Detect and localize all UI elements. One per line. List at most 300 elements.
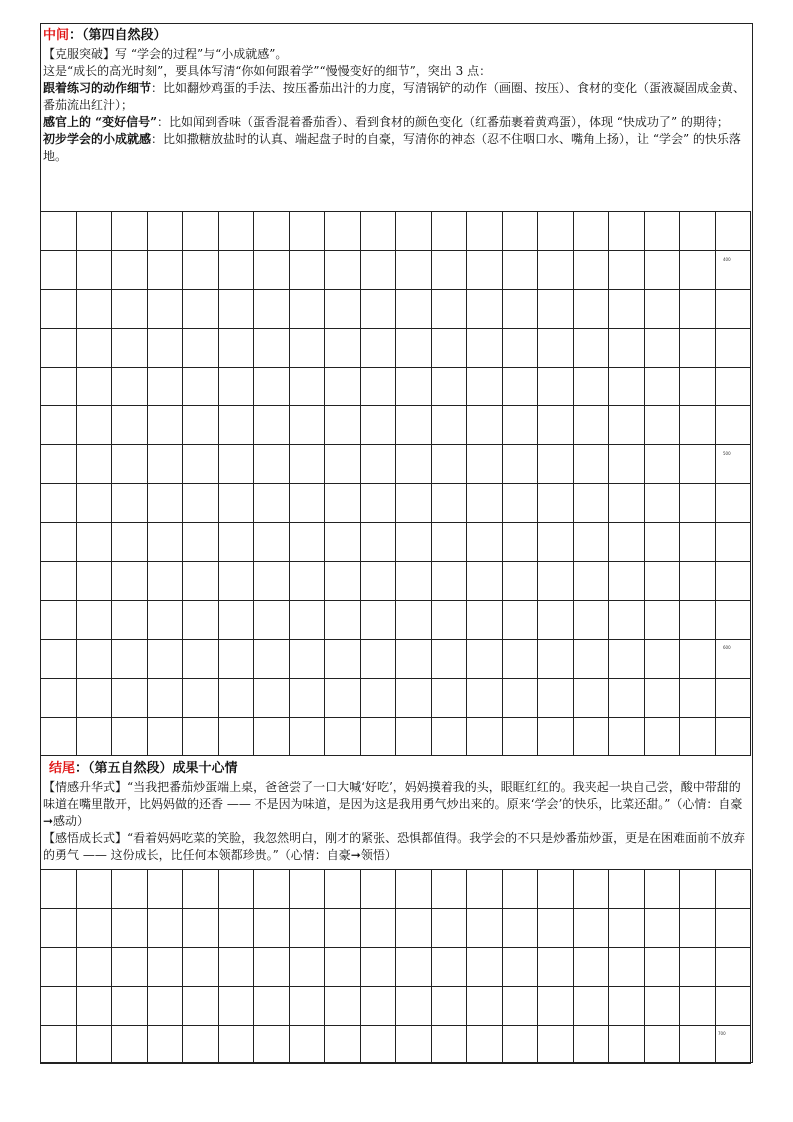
writing-square[interactable] [396, 212, 432, 251]
writing-square[interactable] [360, 639, 396, 678]
writing-square[interactable] [680, 367, 716, 406]
writing-square[interactable] [360, 250, 396, 289]
writing-square[interactable] [325, 367, 361, 406]
writing-square[interactable] [254, 445, 290, 484]
writing-square[interactable] [644, 445, 680, 484]
writing-square[interactable] [218, 212, 254, 251]
writing-square[interactable] [41, 406, 77, 445]
writing-square[interactable] [396, 639, 432, 678]
writing-square[interactable] [431, 562, 467, 601]
writing-square[interactable] [76, 717, 112, 756]
writing-square[interactable] [538, 600, 574, 639]
writing-square[interactable] [112, 717, 148, 756]
writing-square[interactable] [644, 600, 680, 639]
writing-square[interactable] [76, 212, 112, 251]
writing-square[interactable] [680, 328, 716, 367]
writing-square[interactable] [431, 947, 467, 986]
writing-square[interactable] [715, 406, 751, 445]
writing-square[interactable] [112, 678, 148, 717]
writing-square[interactable] [538, 212, 574, 251]
writing-square[interactable] [644, 289, 680, 328]
writing-square[interactable] [325, 484, 361, 523]
writing-square[interactable] [218, 986, 254, 1025]
writing-square[interactable] [147, 445, 183, 484]
writing-square[interactable] [254, 870, 290, 909]
writing-square[interactable] [644, 523, 680, 562]
writing-square[interactable] [254, 289, 290, 328]
writing-square[interactable] [431, 678, 467, 717]
writing-square[interactable] [76, 678, 112, 717]
writing-square[interactable] [183, 639, 219, 678]
writing-square[interactable] [218, 678, 254, 717]
writing-square[interactable] [147, 212, 183, 251]
writing-square[interactable] [183, 678, 219, 717]
writing-square[interactable] [715, 523, 751, 562]
writing-square[interactable] [183, 717, 219, 756]
writing-square[interactable] [254, 250, 290, 289]
writing-square[interactable] [254, 600, 290, 639]
writing-square[interactable] [76, 367, 112, 406]
writing-square[interactable] [502, 947, 538, 986]
writing-square[interactable] [538, 406, 574, 445]
writing-square[interactable] [218, 523, 254, 562]
writing-square[interactable] [502, 562, 538, 601]
writing-square[interactable] [41, 639, 77, 678]
writing-square[interactable] [325, 717, 361, 756]
writing-square[interactable] [644, 1025, 680, 1064]
writing-square[interactable] [609, 639, 645, 678]
writing-square[interactable] [538, 445, 574, 484]
writing-square[interactable] [112, 250, 148, 289]
writing-square[interactable] [254, 523, 290, 562]
writing-square[interactable] [573, 445, 609, 484]
writing-square[interactable] [41, 1025, 77, 1064]
writing-square[interactable] [360, 212, 396, 251]
writing-square[interactable] [680, 870, 716, 909]
writing-square[interactable] [41, 562, 77, 601]
writing-square[interactable] [573, 639, 609, 678]
writing-square[interactable] [76, 328, 112, 367]
writing-square[interactable] [467, 250, 503, 289]
writing-square[interactable] [289, 562, 325, 601]
writing-square[interactable] [147, 562, 183, 601]
writing-square[interactable] [183, 523, 219, 562]
writing-square[interactable] [218, 639, 254, 678]
writing-square[interactable] [573, 562, 609, 601]
writing-square[interactable] [680, 639, 716, 678]
writing-square[interactable] [183, 947, 219, 986]
writing-square[interactable] [183, 445, 219, 484]
writing-square[interactable] [396, 328, 432, 367]
writing-square[interactable] [218, 289, 254, 328]
writing-square[interactable] [502, 600, 538, 639]
writing-square[interactable] [467, 289, 503, 328]
writing-square[interactable] [325, 289, 361, 328]
writing-square[interactable] [41, 678, 77, 717]
writing-square[interactable] [76, 250, 112, 289]
writing-square[interactable] [396, 367, 432, 406]
writing-square[interactable] [431, 445, 467, 484]
writing-square[interactable] [680, 717, 716, 756]
writing-square[interactable] [183, 367, 219, 406]
writing-square[interactable] [76, 484, 112, 523]
writing-square[interactable] [396, 562, 432, 601]
writing-square[interactable] [254, 678, 290, 717]
writing-square[interactable] [147, 367, 183, 406]
writing-square[interactable] [147, 639, 183, 678]
writing-square[interactable] [325, 250, 361, 289]
writing-square[interactable] [183, 328, 219, 367]
writing-square[interactable] [396, 289, 432, 328]
writing-square[interactable] [502, 250, 538, 289]
writing-square[interactable] [112, 562, 148, 601]
writing-square[interactable] [254, 212, 290, 251]
writing-square[interactable] [289, 367, 325, 406]
writing-square[interactable] [467, 947, 503, 986]
writing-square[interactable] [396, 406, 432, 445]
writing-square[interactable] [76, 523, 112, 562]
writing-square[interactable] [502, 986, 538, 1025]
writing-square[interactable] [325, 639, 361, 678]
writing-square[interactable] [147, 600, 183, 639]
writing-square[interactable] [715, 947, 751, 986]
writing-square[interactable] [644, 639, 680, 678]
writing-square[interactable] [360, 367, 396, 406]
writing-square[interactable] [609, 678, 645, 717]
writing-square[interactable] [467, 717, 503, 756]
writing-square[interactable] [715, 600, 751, 639]
writing-square[interactable] [538, 947, 574, 986]
writing-square[interactable] [147, 947, 183, 986]
writing-square[interactable] [538, 250, 574, 289]
writing-square[interactable] [147, 678, 183, 717]
writing-square[interactable] [183, 908, 219, 947]
writing-square[interactable] [183, 484, 219, 523]
writing-square[interactable] [431, 328, 467, 367]
writing-square[interactable] [112, 212, 148, 251]
writing-square[interactable] [289, 445, 325, 484]
writing-square[interactable] [112, 1025, 148, 1064]
writing-square[interactable] [609, 367, 645, 406]
writing-square[interactable] [112, 986, 148, 1025]
writing-square[interactable] [360, 445, 396, 484]
writing-square[interactable] [289, 908, 325, 947]
writing-square[interactable] [254, 328, 290, 367]
writing-square[interactable] [467, 406, 503, 445]
writing-square[interactable] [431, 600, 467, 639]
writing-square[interactable] [254, 717, 290, 756]
writing-square[interactable] [147, 406, 183, 445]
writing-square[interactable] [609, 328, 645, 367]
writing-square[interactable] [183, 406, 219, 445]
writing-square[interactable] [644, 947, 680, 986]
writing-square[interactable] [431, 639, 467, 678]
writing-square[interactable] [715, 562, 751, 601]
writing-square[interactable] [573, 870, 609, 909]
writing-square[interactable] [573, 289, 609, 328]
writing-square[interactable] [325, 1025, 361, 1064]
writing-square[interactable] [396, 250, 432, 289]
writing-square[interactable] [502, 445, 538, 484]
writing-square[interactable] [680, 1025, 716, 1064]
writing-square[interactable] [183, 986, 219, 1025]
writing-square[interactable] [573, 1025, 609, 1064]
writing-square[interactable] [715, 908, 751, 947]
writing-square[interactable] [147, 908, 183, 947]
writing-square[interactable] [715, 870, 751, 909]
writing-square[interactable] [502, 289, 538, 328]
writing-square[interactable] [609, 908, 645, 947]
writing-square[interactable] [289, 212, 325, 251]
writing-square[interactable] [147, 484, 183, 523]
writing-square[interactable] [289, 289, 325, 328]
writing-square[interactable] [254, 986, 290, 1025]
writing-square[interactable] [467, 678, 503, 717]
writing-square[interactable] [76, 1025, 112, 1064]
writing-square[interactable] [538, 870, 574, 909]
writing-square[interactable] [289, 639, 325, 678]
writing-square[interactable] [609, 406, 645, 445]
writing-square[interactable] [538, 328, 574, 367]
writing-square[interactable] [360, 717, 396, 756]
writing-square[interactable] [360, 406, 396, 445]
writing-square[interactable] [396, 484, 432, 523]
writing-square[interactable] [609, 562, 645, 601]
writing-square[interactable] [183, 600, 219, 639]
writing-square[interactable] [360, 908, 396, 947]
writing-square[interactable] [573, 328, 609, 367]
writing-square[interactable] [609, 600, 645, 639]
writing-square[interactable] [325, 406, 361, 445]
writing-square[interactable] [218, 445, 254, 484]
writing-square[interactable] [467, 986, 503, 1025]
writing-square[interactable] [41, 986, 77, 1025]
writing-square[interactable] [360, 562, 396, 601]
writing-square[interactable] [715, 678, 751, 717]
writing-square[interactable] [41, 367, 77, 406]
writing-square[interactable] [573, 600, 609, 639]
writing-square[interactable] [183, 250, 219, 289]
writing-square[interactable] [467, 639, 503, 678]
writing-square[interactable] [112, 523, 148, 562]
writing-square[interactable] [183, 562, 219, 601]
writing-square[interactable] [147, 328, 183, 367]
writing-square[interactable] [538, 562, 574, 601]
writing-square[interactable] [289, 523, 325, 562]
writing-square[interactable] [76, 870, 112, 909]
writing-square[interactable] [147, 523, 183, 562]
writing-square[interactable] [218, 600, 254, 639]
writing-square[interactable] [573, 523, 609, 562]
writing-square[interactable] [147, 1025, 183, 1064]
writing-square[interactable] [467, 1025, 503, 1064]
writing-square[interactable] [396, 717, 432, 756]
writing-square[interactable] [360, 947, 396, 986]
writing-square[interactable] [325, 870, 361, 909]
writing-square[interactable] [360, 986, 396, 1025]
writing-square[interactable] [609, 212, 645, 251]
writing-square[interactable] [644, 328, 680, 367]
writing-square[interactable] [573, 212, 609, 251]
writing-square[interactable] [396, 523, 432, 562]
writing-square[interactable] [325, 328, 361, 367]
writing-square[interactable] [112, 367, 148, 406]
writing-square[interactable] [680, 250, 716, 289]
writing-square[interactable] [538, 1025, 574, 1064]
writing-square[interactable] [289, 947, 325, 986]
writing-square[interactable] [680, 523, 716, 562]
writing-square[interactable] [218, 250, 254, 289]
writing-square[interactable] [396, 678, 432, 717]
writing-square[interactable] [715, 367, 751, 406]
writing-square[interactable] [218, 406, 254, 445]
writing-square[interactable] [644, 250, 680, 289]
writing-square[interactable] [254, 639, 290, 678]
writing-square[interactable] [325, 678, 361, 717]
writing-square[interactable] [360, 289, 396, 328]
writing-square[interactable] [360, 484, 396, 523]
writing-square[interactable] [254, 1025, 290, 1064]
writing-square[interactable] [538, 484, 574, 523]
writing-square[interactable] [644, 870, 680, 909]
writing-square[interactable] [502, 908, 538, 947]
writing-square[interactable] [680, 212, 716, 251]
writing-square[interactable] [218, 947, 254, 986]
writing-square[interactable] [609, 484, 645, 523]
writing-square[interactable] [289, 406, 325, 445]
writing-square[interactable] [644, 717, 680, 756]
writing-square[interactable] [609, 986, 645, 1025]
writing-square[interactable] [467, 212, 503, 251]
writing-square[interactable] [325, 212, 361, 251]
writing-square[interactable] [396, 445, 432, 484]
writing-square[interactable] [573, 908, 609, 947]
writing-square[interactable] [325, 600, 361, 639]
writing-square[interactable] [218, 484, 254, 523]
writing-square[interactable] [112, 406, 148, 445]
writing-square[interactable] [147, 717, 183, 756]
writing-square[interactable] [715, 717, 751, 756]
writing-square[interactable] [431, 484, 467, 523]
writing-square[interactable] [254, 562, 290, 601]
writing-square[interactable] [289, 1025, 325, 1064]
writing-square[interactable] [680, 678, 716, 717]
writing-square[interactable] [680, 600, 716, 639]
writing-square[interactable] [538, 678, 574, 717]
writing-square[interactable] [76, 406, 112, 445]
writing-square[interactable] [431, 406, 467, 445]
writing-square[interactable] [467, 908, 503, 947]
writing-square[interactable] [147, 250, 183, 289]
writing-square[interactable] [76, 289, 112, 328]
writing-square[interactable] [715, 289, 751, 328]
writing-square[interactable] [538, 986, 574, 1025]
writing-square[interactable] [112, 639, 148, 678]
writing-square[interactable] [573, 406, 609, 445]
writing-square[interactable] [396, 1025, 432, 1064]
writing-square[interactable] [609, 717, 645, 756]
writing-square[interactable] [431, 870, 467, 909]
writing-square[interactable] [431, 523, 467, 562]
writing-square[interactable] [502, 523, 538, 562]
writing-square[interactable] [502, 1025, 538, 1064]
writing-square[interactable] [644, 678, 680, 717]
writing-square[interactable] [41, 328, 77, 367]
writing-square[interactable] [715, 445, 751, 484]
writing-square[interactable] [573, 250, 609, 289]
writing-square[interactable] [431, 212, 467, 251]
writing-square[interactable] [41, 947, 77, 986]
writing-square[interactable] [41, 445, 77, 484]
writing-square[interactable] [467, 484, 503, 523]
writing-square[interactable] [254, 484, 290, 523]
writing-square[interactable] [41, 870, 77, 909]
writing-square[interactable] [289, 870, 325, 909]
writing-square[interactable] [502, 406, 538, 445]
writing-square[interactable] [289, 600, 325, 639]
writing-square[interactable] [680, 289, 716, 328]
writing-square[interactable] [112, 908, 148, 947]
writing-square[interactable] [680, 562, 716, 601]
writing-square[interactable] [289, 678, 325, 717]
writing-square[interactable] [538, 523, 574, 562]
writing-square[interactable] [467, 367, 503, 406]
writing-square[interactable] [76, 947, 112, 986]
writing-square[interactable] [41, 250, 77, 289]
writing-square[interactable] [396, 870, 432, 909]
writing-square[interactable] [218, 1025, 254, 1064]
writing-square[interactable] [644, 484, 680, 523]
writing-square[interactable] [112, 947, 148, 986]
writing-square[interactable] [609, 445, 645, 484]
writing-square[interactable] [325, 562, 361, 601]
writing-square[interactable] [76, 600, 112, 639]
writing-square[interactable] [360, 328, 396, 367]
writing-square[interactable] [112, 484, 148, 523]
writing-square[interactable] [76, 639, 112, 678]
writing-square[interactable] [41, 484, 77, 523]
writing-square[interactable] [715, 212, 751, 251]
writing-square[interactable] [502, 367, 538, 406]
writing-square[interactable] [76, 908, 112, 947]
writing-square[interactable] [609, 250, 645, 289]
writing-square[interactable] [218, 717, 254, 756]
writing-square[interactable] [715, 639, 751, 678]
writing-square[interactable] [680, 445, 716, 484]
writing-square[interactable] [183, 212, 219, 251]
writing-square[interactable] [112, 600, 148, 639]
writing-square[interactable] [218, 562, 254, 601]
writing-square[interactable] [502, 212, 538, 251]
writing-square[interactable] [41, 908, 77, 947]
writing-square[interactable] [147, 289, 183, 328]
writing-square[interactable] [431, 289, 467, 328]
writing-square[interactable] [609, 289, 645, 328]
writing-square[interactable] [573, 484, 609, 523]
writing-square[interactable] [715, 484, 751, 523]
writing-square[interactable] [538, 289, 574, 328]
writing-square[interactable] [538, 639, 574, 678]
writing-square[interactable] [538, 717, 574, 756]
writing-square[interactable] [467, 445, 503, 484]
writing-square[interactable] [573, 717, 609, 756]
writing-square[interactable] [325, 986, 361, 1025]
writing-square[interactable] [41, 717, 77, 756]
writing-square[interactable] [360, 523, 396, 562]
writing-square[interactable] [360, 678, 396, 717]
writing-square[interactable] [76, 562, 112, 601]
writing-square[interactable] [325, 445, 361, 484]
